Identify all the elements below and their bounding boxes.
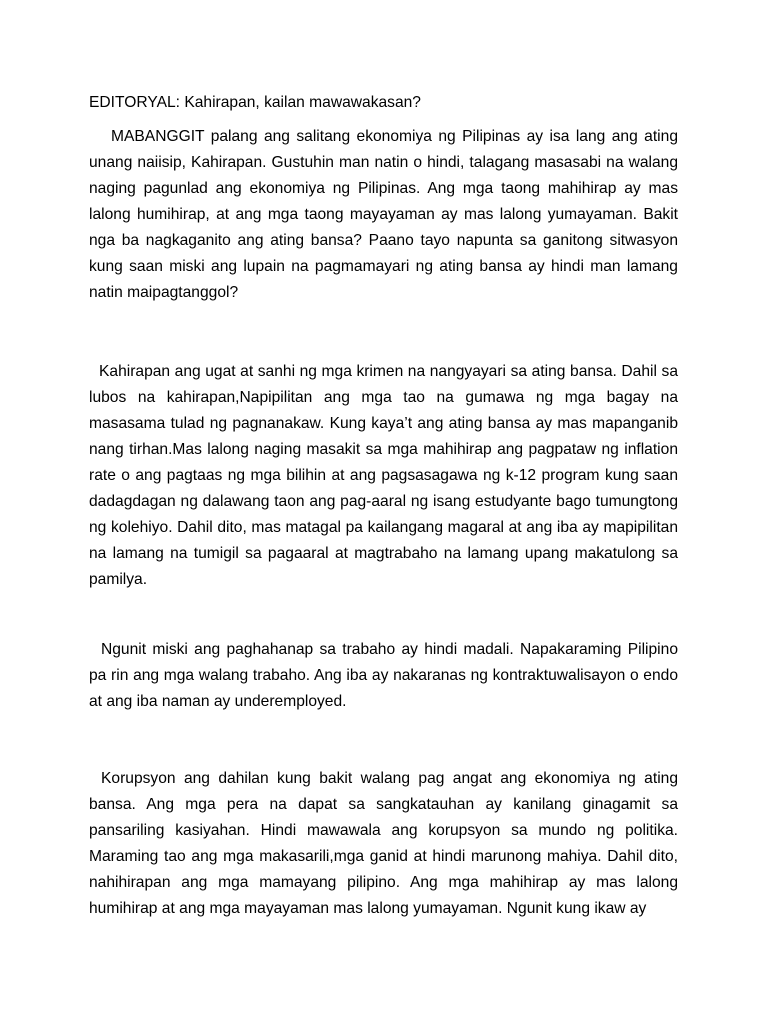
editorial-title: EDITORYAL: Kahirapan, kailan mawawakasan? — [89, 94, 421, 111]
paragraph-corruption: Korupsyon ang dahilan kung bakit walang pag angat ang ekonomiya ng ating bansa. Ang mga pera na dapat sa sangkatauhan ay kanilang ginagamit sa pansariling kasiyahan. Hindi mawawala ang korupsyon sa mundo ng politika. Maraming tao ang mga makasarili,mga ganid at hindi marunong mahiya. Dahil dito, nahihirapan ang mga mamayang pilipino. Ang mga mahihirap ay mas lalong humihirap at ang mga mayayaman mas lalong yumayaman. Ngunit kung ikaw ay — [89, 770, 678, 917]
paragraph-poverty-crime: Kahirapan ang ugat at sanhi ng mga krimen na nangyayari sa ating bansa. Dahil sa lubos na kahirapan,Napipilitan ang mga tao na gumawa ng mga bagay na masasama tulad ng pagnanakaw. Kung kaya’t ang ating bansa ay mas mapanganib nang tirhan.Mas lalong naging masakit sa mga mahihirap ang pagpataw ng inflation rate o ang pagtaas ng mga bilihin at ang pagsasagawa ng k-12 program kung saan dadagdagan ng dalawang taon ang pag-aaral ng isang estudyante bago tumungtong ng kolehiyo. Dahil dito, mas matagal pa kailangang magaral at ang iba ay mapipilitan na lamang na tumigil sa pagaaral at magtrabaho na lamang upang makatulong sa pamilya. — [89, 363, 678, 588]
paragraph-unemployment: Ngunit miski ang paghahanap sa trabaho ay hindi madali. Napakaraming Pilipino pa rin ang mga walang trabaho. Ang iba ay nakaranas ng kontraktuwalisayon o endo at ang iba naman ay underemployed. — [89, 641, 678, 710]
paragraph-intro: MABANGGIT palang ang salitang ekonomiya ng Pilipinas ay isa lang ang ating unang naiisip, Kahirapan. Gustuhin man natin o hindi, talagang masasabi na walang naging pagunlad ang ekonomiya ng Pilipinas. Ang mga taong mahihirap ay mas lalong humihirap, at ang mga taong mayayaman ay mas lalong yumayaman. Bakit nga ba nagkaganito ang ating bansa? Paano tayo napunta sa ganitong sitwasyon kung saan miski ang lupain na pagmamayari ng ating bansa ay hindi man lamang natin maipagtanggol? — [89, 128, 678, 301]
